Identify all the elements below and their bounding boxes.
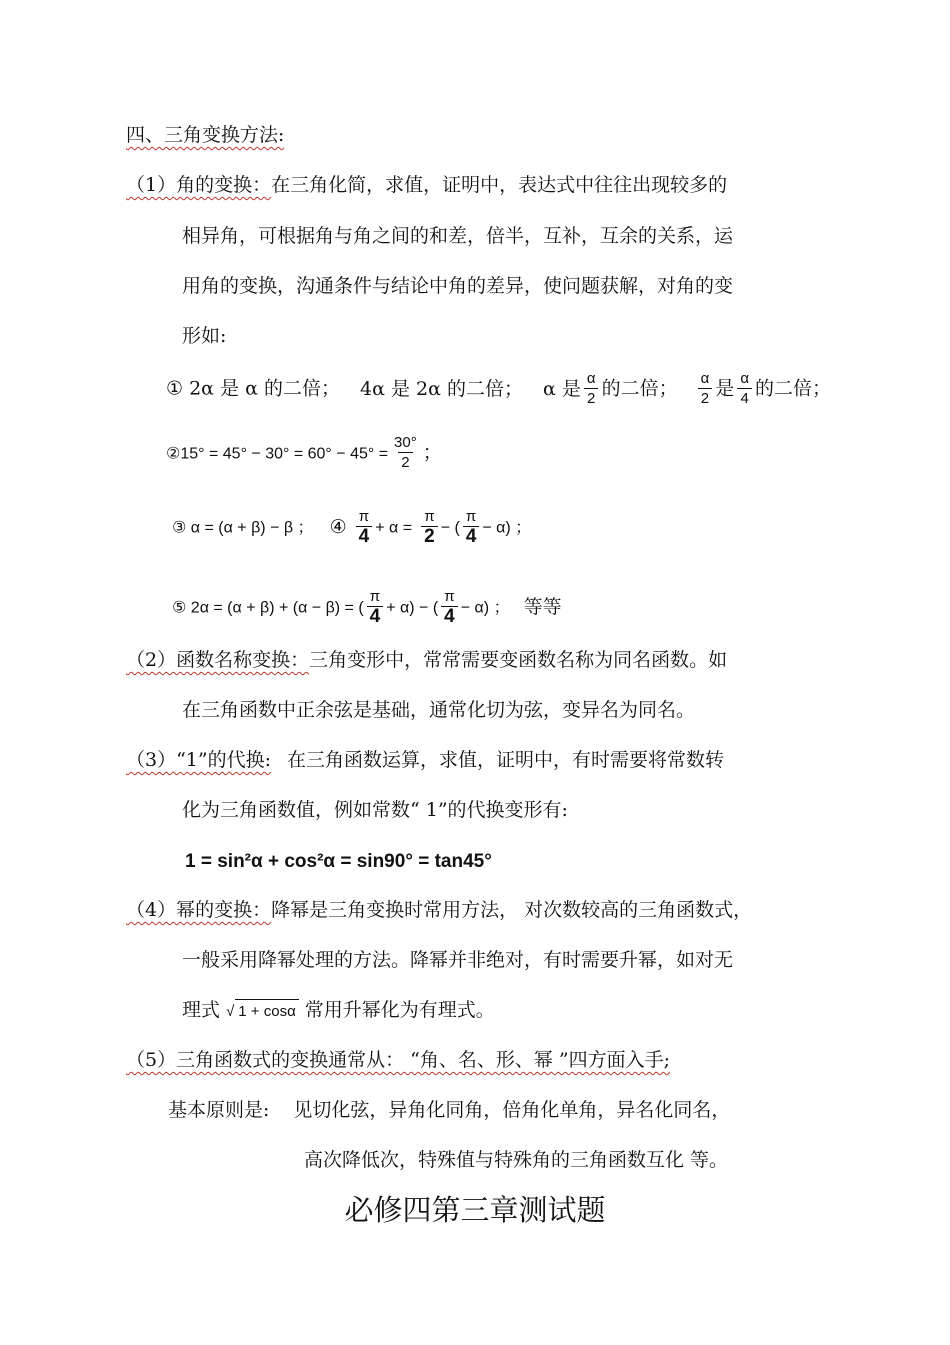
example-1: [166, 370, 831, 409]
s1-text-1: 在三角化简，求值，证明中，表达式中往往出现较多的: [271, 174, 728, 196]
s3-text-2: 化为三角函数值，例如常数“ 1”的代换变形有:: [182, 799, 568, 821]
ex1-part2: 4α 是 2α 的二倍；: [360, 377, 523, 400]
ex1-part3-tail: 的二倍；: [601, 377, 678, 400]
ex2-tail: ；: [422, 441, 442, 464]
ex2-frac: $\frac{30^\circ}{2}$: [394, 434, 417, 471]
s1-text-3: 用角的变换，沟通条件与结论中角的差异，使问题获解，对角的变: [182, 275, 734, 297]
example-5: [172, 588, 562, 627]
s2-text-2: 在三角函数中正余弦是基础，通常化切为弦，变异名为同名。: [182, 699, 696, 721]
ex2-lead: ②15° = 45° − 30° = 60° − 45° =: [166, 445, 389, 463]
ex5-tail: 等等: [523, 595, 562, 618]
ex1-frac-3: $\frac{\alpha}{4}$: [737, 370, 752, 409]
sqrt-radicand: 1 + cosα: [235, 999, 298, 1024]
ex5-a: ⑤ 2α = (α + β) + (α − β) = (: [172, 599, 364, 617]
s4-line3: [182, 998, 495, 1024]
s4-l3b: 常用升幂化为有理式。: [304, 999, 495, 1021]
ex5-m2: − α) ；: [460, 599, 510, 617]
ex5-frac-2: $\frac{\pi}{4}$: [441, 588, 458, 627]
ex3-m3: − α) ；: [482, 519, 532, 537]
s3-label: （3）“1”的代换:: [126, 749, 272, 771]
s3-formula: 1 = sin²α + cos²α = sin90° = tan45°: [185, 851, 492, 872]
s5-line1: （5）三角函数式的变换通常从： “角、名、形、幂 ”四方面入手;: [126, 1049, 670, 1071]
s4-l3a: 理式: [182, 999, 221, 1021]
s3-line1: [126, 748, 724, 772]
ex1-part1: ① 2α 是 α 的二倍；: [166, 377, 340, 400]
ex3-m2: − (: [440, 519, 460, 537]
s1-text-4: 形如:: [182, 325, 227, 347]
ex3-frac-1: $\frac{\pi}{4}$: [356, 508, 373, 547]
s5-line2: [168, 1098, 730, 1122]
s2-line1: [126, 648, 727, 672]
s1-line1: [126, 173, 727, 197]
ex3-frac-2: $\frac{\pi}{2}$: [421, 508, 438, 547]
ex1-frac-1: $\frac{\alpha}{2}$: [584, 370, 599, 409]
ex5-m1: + α) − (: [386, 599, 439, 617]
ex3-m1: + α =: [375, 519, 413, 537]
ex3-a: ③ α = (α + β) − β ；: [172, 519, 314, 537]
s5-p1b: 见切化弦，异角化同角，倍角化单角，异名化同名，: [293, 1099, 731, 1121]
s1-text-2: 相异角，可根据角与角之间的和差，倍半，互补，互余的关系，运: [182, 225, 734, 247]
s5-line3: 高次降低次，特殊值与特殊角的三角函数互化 等。: [304, 1149, 729, 1171]
ex1-part4-tail: 的二倍；: [754, 377, 831, 400]
example-3: [172, 508, 531, 547]
s5-p1a: 基本原则是:: [168, 1099, 270, 1121]
section-heading: 四、三角变换方法:: [126, 124, 285, 146]
ex3-frac-3: $\frac{\pi}{4}$: [463, 508, 480, 547]
s3-text-1: 在三角函数运算，求值，证明中，有时需要将常数转: [287, 749, 725, 771]
ex1-part3: α 是: [543, 377, 581, 400]
s4-text-2: 一般采用降幂处理的方法。降幂并非绝对，有时需要升幂，如对无: [182, 949, 734, 971]
ex5-frac-1: $\frac{\pi}{4}$: [367, 588, 384, 627]
s4-label: （4）幂的变换：: [126, 899, 272, 921]
ex1-frac-2: $\frac{\alpha}{2}$: [698, 370, 713, 409]
ex1-part4-mid: 是: [715, 377, 735, 400]
page-title: 必修四第三章测试题: [344, 1193, 606, 1227]
s2-text-1: 三角变形中，常常需要变函数名称为同名函数。如: [309, 649, 728, 671]
ex3-b: ④: [329, 515, 347, 538]
sqrt-expression: √ 1 + cosα: [226, 1003, 299, 1020]
example-2: [166, 434, 442, 473]
s4-text-1: 降幂是三角变换时常用方法， 对次数较高的三角函数式，: [271, 899, 753, 921]
s2-label: （2）函数名称变换：: [126, 649, 310, 671]
s4-line1: [126, 898, 752, 922]
s1-label: （1）角的变换：: [126, 174, 272, 196]
